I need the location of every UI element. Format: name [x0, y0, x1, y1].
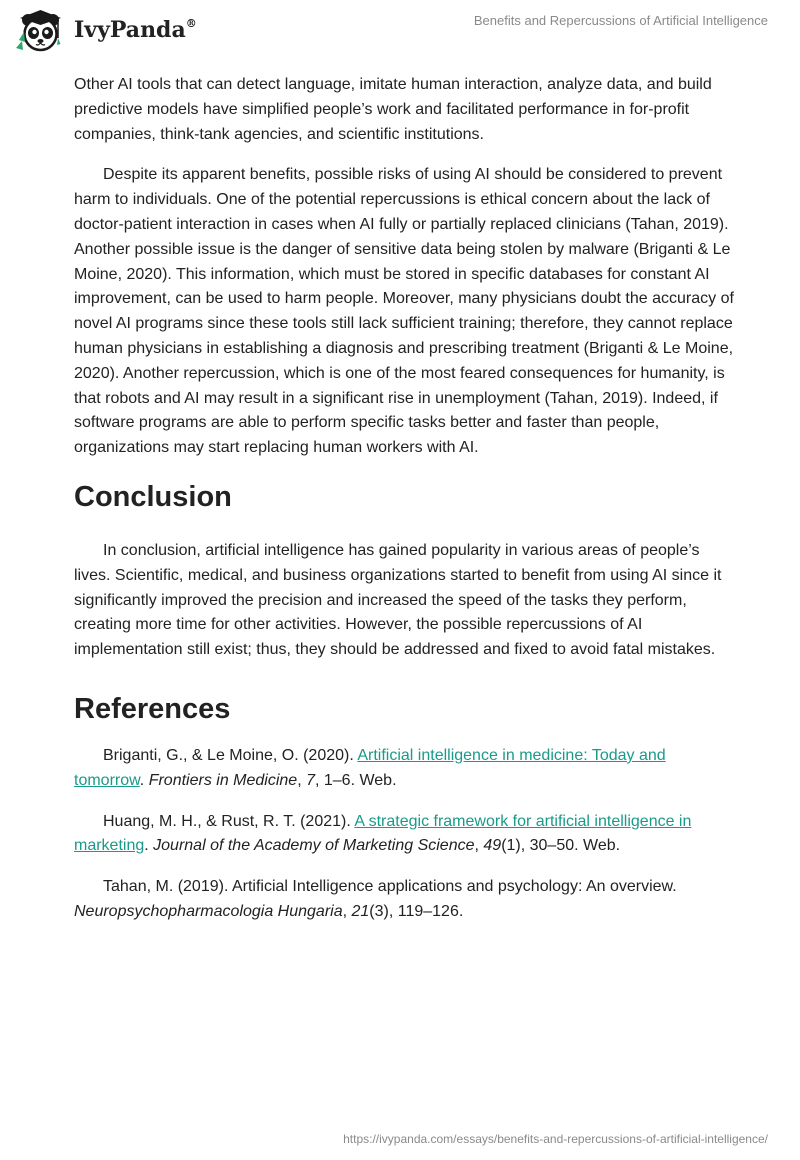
reference-authors: Briganti, G., & Le Moine, O. (2020). — [103, 746, 358, 764]
reference-volume: 7 — [306, 771, 315, 789]
document-title: Benefits and Repercussions of Artificial Intelligence — [473, 13, 768, 28]
panda-graduate-icon — [14, 8, 70, 54]
reference-punct: , — [474, 837, 484, 855]
references-heading: References — [74, 692, 231, 725]
reference-punct: , — [342, 902, 352, 920]
conclusion-paragraph: In conclusion, artificial intelligence has gained popularity in various areas of people’s lives. Scientific, medical, and business organizations started to benefit from using AI since it significantly improved the precision and increased the speed of the tasks they perform, creating more time for other activities. However, the possible repercussions of AI implementation still exist; thus, they should be addressed and fixed to avoid fatal mistakes. — [74, 541, 722, 659]
reference-item — [74, 810, 734, 860]
body-paragraph: Other AI tools that can detect language, imitate human interaction, analyze data, and build predictive models have simplified people’s work and facilitated performance in for-profit companies, think-tank agencies, and scientific institutions. — [74, 76, 712, 143]
reference-pages: , 1–6. Web. — [314, 771, 397, 789]
reference-item — [74, 744, 734, 794]
essay-content — [74, 73, 734, 941]
reference-journal: Frontiers in Medicine — [148, 771, 298, 789]
reference-journal: Journal of the Academy of Marketing Science — [153, 837, 475, 855]
ivypanda-logo[interactable] — [14, 8, 197, 54]
reference-authors: Tahan, M. (2019). Artificial Intelligence applications and psychology: An overview. — [103, 878, 677, 896]
page-header — [0, 0, 800, 62]
reference-volume: 49 — [483, 837, 502, 855]
reference-pages: (3), 119–126. — [369, 902, 464, 920]
reference-volume: 21 — [351, 902, 370, 920]
footer-source-url: https://ivypanda.com/essays/benefits-and-repercussions-of-artificial-intelligence/ — [343, 1132, 768, 1146]
reference-link[interactable]: A strategic framework for artificial intelligence in marketing — [74, 812, 692, 855]
body-paragraph-risks: Despite its apparent benefits, possible risks of using AI should be considered to prevent harm to individuals. One of the potential repercussions is ethical concern about the lack of doctor-patient interaction in cases when AI fully or partially replaced clinicians (Tahan, 2019). Another possible issue is the danger of sensitive data being stolen by malware (Briganti & Le Moine, 2020). This information, which must be stored in specific databases for constant AI improvement, can be used to harm people. Moreover, many physicians doubt the accuracy of novel AI programs since these tools still lack sufficient training; therefore, they cannot replace human physicians in establishing a diagnosis and prescribing treatment (Briganti & Le Moine, 2020). Another repercussion, which is one of the most feared consequences for humanity, is that robots and AI may result in a significant rise in unemployment (Tahan, 2019). Indeed, if software programs are able to perform specific tasks better and faster than people, organizations may start replacing human workers with AI. — [74, 166, 734, 457]
reference-authors: Huang, M. H., & Rust, R. T. (2021). — [103, 812, 355, 830]
reference-item — [74, 875, 734, 925]
reference-journal: Neuropsychopharmacologia Hungaria — [74, 902, 343, 920]
reference-punct: . — [144, 837, 154, 855]
reference-pages: (1), 30–50. Web. — [501, 837, 621, 855]
reference-punct: . — [139, 771, 149, 789]
reference-punct: , — [297, 771, 307, 789]
logo-wordmark: IvyPanda® — [74, 16, 197, 43]
reference-link[interactable]: Artificial intelligence in medicine: Today and tomorrow — [74, 746, 666, 789]
conclusion-heading: Conclusion — [74, 480, 232, 513]
